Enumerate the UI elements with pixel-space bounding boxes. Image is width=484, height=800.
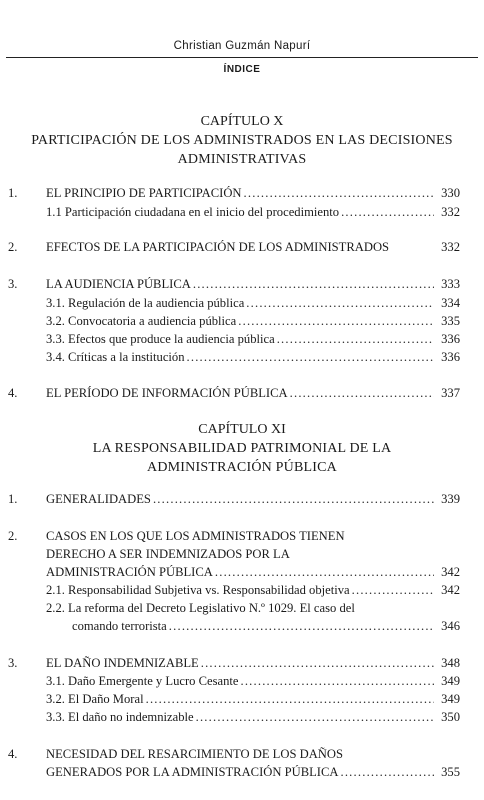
toc-entry-number: 2. <box>8 529 18 543</box>
toc-entry[interactable] <box>46 203 460 221</box>
leader-dots <box>240 672 434 690</box>
toc-entry-text-line: DERECHO A SER INDEMNIZADOS POR LA <box>46 547 290 561</box>
leader-dots <box>201 654 434 672</box>
toc-entry[interactable] <box>46 763 460 781</box>
toc-entry-number: 3. <box>8 656 18 670</box>
toc-page-number: 330 <box>441 186 460 200</box>
toc-entry-number: 3. <box>8 277 18 291</box>
header-rule <box>6 57 478 58</box>
toc-entry-text: GENERALIDADES <box>46 492 151 506</box>
toc-page-number: 342 <box>441 583 460 597</box>
leader-dots <box>244 184 434 202</box>
toc-page-number: 336 <box>441 350 460 364</box>
chapter-10-title-line1: PARTICIPACIÓN DE LOS ADMINISTRADOS EN LAS DECISIONES <box>31 133 453 148</box>
toc-page-number: 346 <box>441 619 460 633</box>
toc-entry[interactable] <box>46 690 460 708</box>
toc-entry[interactable] <box>46 563 460 581</box>
toc-page-number: 337 <box>441 386 460 400</box>
toc-entry[interactable] <box>46 330 460 348</box>
toc-entry[interactable] <box>46 238 460 256</box>
chapter-11-number: CAPÍTULO XI <box>198 422 286 437</box>
leader-dots <box>196 708 434 726</box>
toc-entry[interactable] <box>46 184 460 202</box>
leader-dots <box>352 581 434 599</box>
toc-entry[interactable] <box>46 294 460 312</box>
toc-entry-text: 3.2. Convocatoria a audiencia pública <box>46 314 237 328</box>
leader-dots <box>146 690 434 708</box>
chapter-11-title-line2: ADMINISTRACIÓN PÚBLICA <box>147 460 337 475</box>
leader-dots <box>169 617 434 635</box>
toc-entry[interactable] <box>46 490 460 508</box>
toc-page-number: 333 <box>441 277 460 291</box>
toc-entry-text: 1.1 Participación ciudadana en el inicio del procedimiento <box>46 205 340 219</box>
toc-entry-text: 3.2. El Daño Moral <box>46 692 144 706</box>
toc-entry-text: 3.3. Efectos que produce la audiencia pública <box>46 332 275 346</box>
toc-page-number: 339 <box>441 492 460 506</box>
toc-entry-number: 4. <box>8 386 18 400</box>
toc-page-number: 332 <box>441 240 460 254</box>
leader-dots <box>340 763 434 781</box>
toc-entry-text: 2.1. Responsabilidad Subjetiva vs. Responsabilidad objetiva <box>46 583 350 597</box>
leader-dots <box>290 384 434 402</box>
toc-entry-text-line: NECESIDAD DEL RESARCIMIENTO DE LOS DAÑOS <box>46 747 344 761</box>
leader-dots <box>153 490 434 508</box>
toc-page-number: 355 <box>441 765 460 779</box>
toc-entry-text: 3.3. El daño no indemnizable <box>46 710 194 724</box>
toc-entry-text-line: CASOS EN LOS QUE LOS ADMINISTRADOS TIENEN <box>46 529 345 543</box>
toc-page-number: 350 <box>441 710 460 724</box>
leader-dots <box>246 294 434 312</box>
toc-page-number: 349 <box>441 674 460 688</box>
leader-dots <box>238 312 434 330</box>
leader-dots <box>215 563 434 581</box>
toc-page-number: 348 <box>441 656 460 670</box>
section-title: ÍNDICE <box>223 64 261 75</box>
toc-entry-text: 3.4. Críticas a la institución <box>46 350 185 364</box>
leader-dots <box>193 275 434 293</box>
toc-entry-text: LA AUDIENCIA PÚBLICA <box>46 277 191 291</box>
toc-entry[interactable] <box>46 348 460 366</box>
leader-dots <box>341 203 434 221</box>
toc-page-number: 342 <box>441 565 460 579</box>
toc-entry-text: ADMINISTRACIÓN PÚBLICA <box>46 565 213 579</box>
toc-entry-text: GENERADOS POR LA ADMINISTRACIÓN PÚBLICA <box>46 765 339 779</box>
chapter-10-title-line2: ADMINISTRATIVAS <box>177 152 307 167</box>
chapter-11-heading <box>0 420 484 477</box>
toc-page-number: 349 <box>441 692 460 706</box>
chapter-10-heading <box>0 112 484 169</box>
toc-entry-text-line: 2.2. La reforma del Decreto Legislativo N.º 1029. El caso del <box>46 601 355 615</box>
toc-entry[interactable] <box>46 708 460 726</box>
toc-entry[interactable] <box>46 384 460 402</box>
toc-entry-number: 4. <box>8 747 18 761</box>
toc-entry-text: EL PRINCIPIO DE PARTICIPACIÓN <box>46 186 242 200</box>
toc-page-number: 335 <box>441 314 460 328</box>
running-header-author: Christian Guzmán Napurí <box>173 40 311 52</box>
toc-entry[interactable] <box>46 581 460 599</box>
toc-entry[interactable] <box>46 672 460 690</box>
chapter-10-number: CAPÍTULO X <box>200 114 284 129</box>
toc-entry[interactable] <box>46 654 460 672</box>
toc-entry-number: 1. <box>8 186 18 200</box>
toc-entry[interactable] <box>46 275 460 293</box>
toc-entry-text: comando terrorista <box>72 619 167 633</box>
leader-dots <box>277 330 434 348</box>
toc-entry[interactable] <box>72 617 460 635</box>
toc-page-number: 332 <box>441 205 460 219</box>
toc-entry-text: EFECTOS DE LA PARTICIPACIÓN DE LOS ADMINISTRADOS <box>46 240 390 254</box>
toc-page-number: 334 <box>441 296 460 310</box>
toc-page-number: 336 <box>441 332 460 346</box>
toc-entry-number: 2. <box>8 240 18 254</box>
toc-entry-text: EL PERÍODO DE INFORMACIÓN PÚBLICA <box>46 386 288 400</box>
chapter-11-title-line1: LA RESPONSABILIDAD PATRIMONIAL DE LA <box>92 441 392 456</box>
toc-entry[interactable] <box>46 312 460 330</box>
leader-dots <box>187 348 434 366</box>
toc-entry-number: 1. <box>8 492 18 506</box>
toc-entry-text: 3.1. Daño Emergente y Lucro Cesante <box>46 674 239 688</box>
toc-entry-text: EL DAÑO INDEMNIZABLE <box>46 656 199 670</box>
toc-entry-text: 3.1. Regulación de la audiencia pública <box>46 296 245 310</box>
